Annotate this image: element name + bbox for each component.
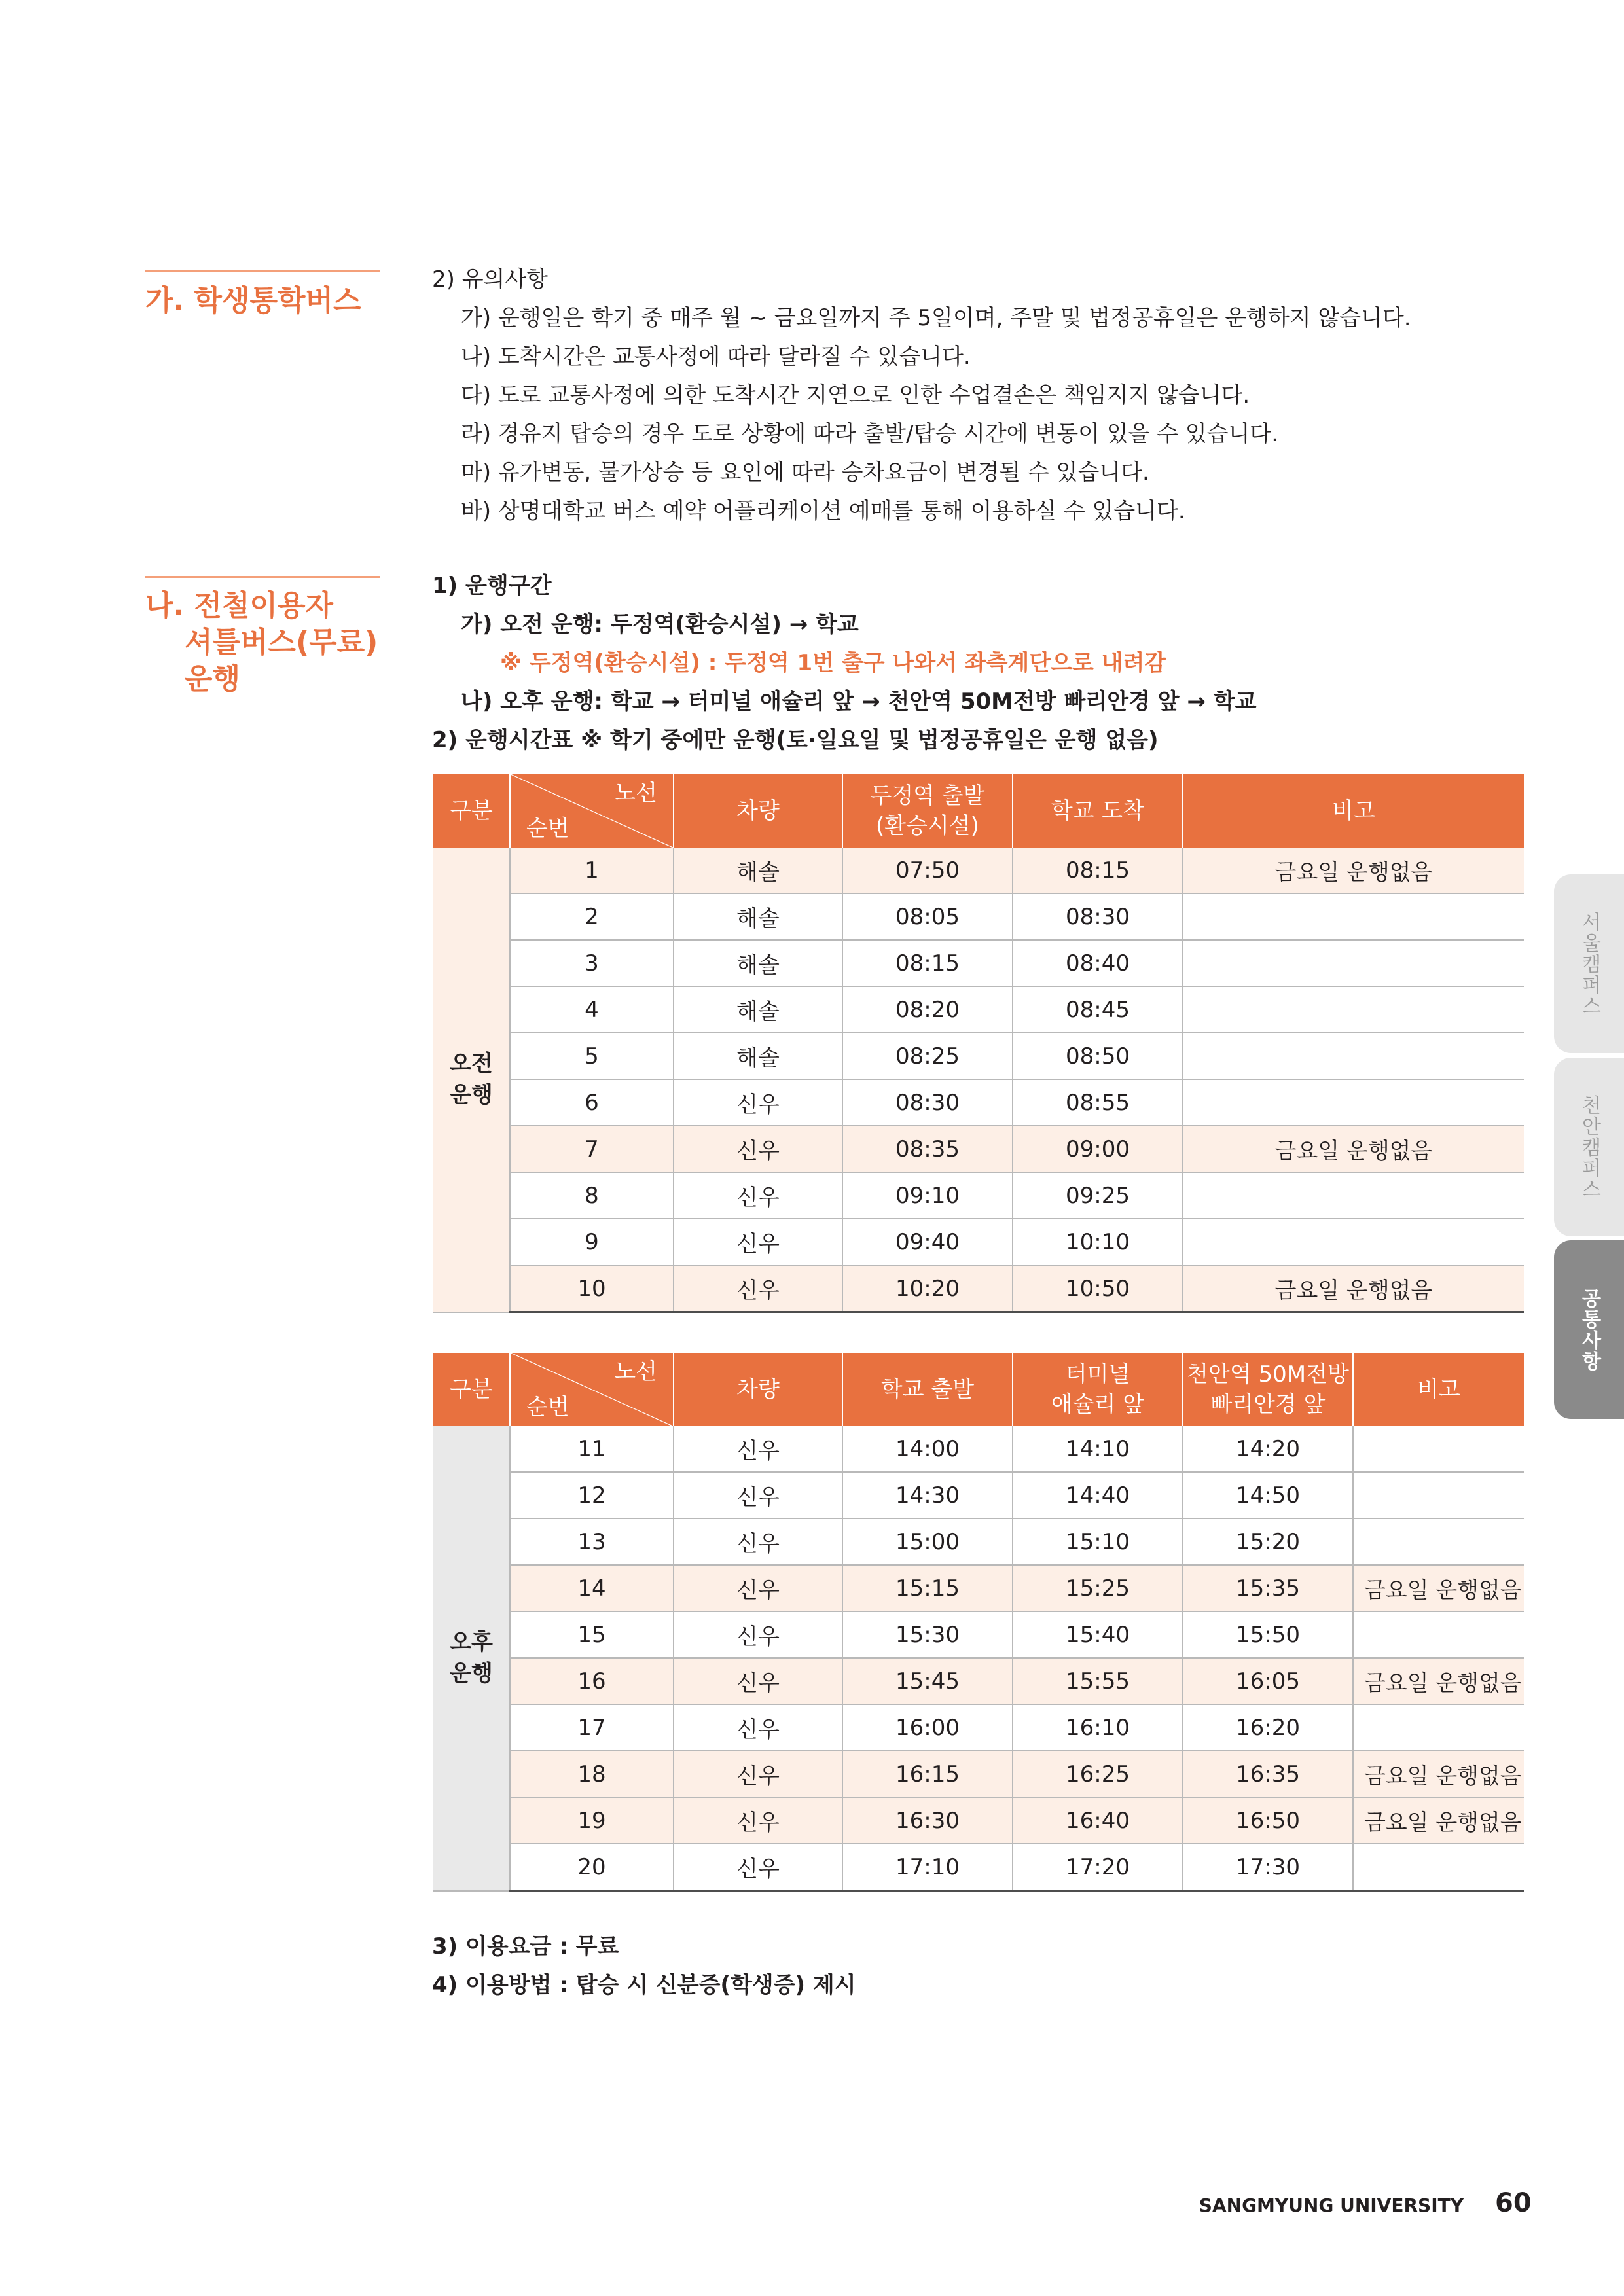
remark-cell: 금요일 운행없음 xyxy=(1353,1565,1524,1611)
vehicle-cell: 해솔 xyxy=(674,1033,842,1079)
order-cell: 7 xyxy=(510,1126,674,1172)
terminal-time-cell: 16:10 xyxy=(1013,1704,1183,1751)
note-item: 라) 경유지 탑승의 경우 도로 상황에 따라 출발/탑승 시간에 변동이 있을 수 있습니다. xyxy=(461,421,1279,447)
header-route: 노선 xyxy=(614,1359,657,1385)
route-pm: 나) 오후 운행: 학교 → 터미널 애슐리 앞 → 천안역 50M전방 빠리안경 앞 → 학교 xyxy=(461,689,1257,715)
remark-cell xyxy=(1183,940,1524,986)
table-row xyxy=(433,1658,1524,1704)
depart-time-cell: 08:35 xyxy=(842,1126,1013,1172)
order-cell: 9 xyxy=(510,1219,674,1265)
terminal-time-cell: 16:25 xyxy=(1013,1751,1183,1797)
remark-cell xyxy=(1183,1219,1524,1265)
remark-cell: 금요일 운행없음 xyxy=(1183,1265,1524,1312)
table-row xyxy=(433,893,1524,940)
order-cell: 19 xyxy=(510,1797,674,1844)
side-tab-common[interactable] xyxy=(1554,1240,1624,1419)
group-label-line: 운행 xyxy=(450,1660,493,1687)
vehicle-cell: 신우 xyxy=(674,1611,842,1658)
header-route-order xyxy=(510,1353,674,1426)
remark-cell xyxy=(1353,1844,1524,1891)
order-cell: 12 xyxy=(510,1472,674,1518)
arrive-time-cell: 10:50 xyxy=(1013,1265,1183,1312)
header-remark: 비고 xyxy=(1183,774,1524,848)
remark-cell: 금요일 운행없음 xyxy=(1353,1751,1524,1797)
order-cell: 4 xyxy=(510,986,674,1033)
remark-cell: 금요일 운행없음 xyxy=(1353,1658,1524,1704)
header-depart xyxy=(842,774,1013,848)
order-cell: 2 xyxy=(510,893,674,940)
depart-time-cell: 14:30 xyxy=(842,1472,1013,1518)
table-row xyxy=(433,1426,1524,1472)
terminal-time-cell: 15:25 xyxy=(1013,1565,1183,1611)
fare-text: 3) 이용요금 : 무료 xyxy=(432,1933,619,1960)
section-na-rule xyxy=(145,576,380,578)
group-label-line: 오전 xyxy=(450,1050,493,1077)
arrive-time-cell: 09:00 xyxy=(1013,1126,1183,1172)
remark-cell xyxy=(1183,1033,1524,1079)
section-na-title-line: 셔틀버스(무료) xyxy=(185,626,378,659)
vehicle-cell: 해솔 xyxy=(674,893,842,940)
vehicle-cell: 신우 xyxy=(674,1079,842,1126)
depart-time-cell: 17:10 xyxy=(842,1844,1013,1891)
vehicle-cell: 신우 xyxy=(674,1126,842,1172)
terminal-time-cell: 15:40 xyxy=(1013,1611,1183,1658)
arrive-time-cell: 08:50 xyxy=(1013,1033,1183,1079)
table-row xyxy=(433,1126,1524,1172)
arrive-time-cell: 08:40 xyxy=(1013,940,1183,986)
side-tab-label: 공통사항 xyxy=(1578,1287,1601,1372)
header-depart-line: (환승시설) xyxy=(876,813,979,839)
header-arrive: 학교 도착 xyxy=(1013,774,1183,848)
notes-heading: 2) 유의사항 xyxy=(432,266,549,293)
header-terminal xyxy=(1013,1353,1183,1426)
header-terminal-line: 애슐리 앞 xyxy=(1051,1391,1145,1418)
header-route: 노선 xyxy=(614,780,657,806)
vehicle-cell: 신우 xyxy=(674,1219,842,1265)
header-order: 순번 xyxy=(526,1394,569,1420)
vehicle-cell: 신우 xyxy=(674,1844,842,1891)
order-cell: 18 xyxy=(510,1751,674,1797)
usage-block xyxy=(432,1928,856,2005)
vehicle-cell: 해솔 xyxy=(674,848,842,893)
section-na-title xyxy=(145,588,378,698)
order-cell: 1 xyxy=(510,848,674,893)
terminal-time-cell: 14:40 xyxy=(1013,1472,1183,1518)
group-label-line: 운행 xyxy=(450,1082,493,1109)
remark-cell xyxy=(1183,1172,1524,1219)
table-row xyxy=(433,1565,1524,1611)
vehicle-cell: 신우 xyxy=(674,1265,842,1312)
table-row xyxy=(433,1033,1524,1079)
header-station-line: 천안역 50M전방 xyxy=(1187,1361,1349,1388)
table-row xyxy=(433,986,1524,1033)
remark-cell xyxy=(1353,1426,1524,1472)
header-school-depart: 학교 출발 xyxy=(842,1353,1013,1426)
header-order: 순번 xyxy=(526,816,569,842)
order-cell: 14 xyxy=(510,1565,674,1611)
group-label-line: 오후 xyxy=(450,1629,493,1656)
header-depart-line: 두정역 출발 xyxy=(870,783,985,809)
depart-time-cell: 10:20 xyxy=(842,1265,1013,1312)
order-cell: 8 xyxy=(510,1172,674,1219)
terminal-time-cell: 15:55 xyxy=(1013,1658,1183,1704)
group-cell xyxy=(433,1426,510,1891)
depart-time-cell: 09:10 xyxy=(842,1172,1013,1219)
header-vehicle: 차량 xyxy=(674,774,842,848)
vehicle-cell: 신우 xyxy=(674,1751,842,1797)
table-row xyxy=(433,1797,1524,1844)
note-item: 바) 상명대학교 버스 예약 어플리케이션 예매를 통해 이용하실 수 있습니다. xyxy=(461,498,1185,524)
pm-timetable xyxy=(433,1353,1524,1892)
order-cell: 17 xyxy=(510,1704,674,1751)
remark-cell xyxy=(1353,1704,1524,1751)
station-time-cell: 15:20 xyxy=(1183,1518,1353,1565)
section-na-title-line: 운행 xyxy=(185,662,241,696)
remark-cell: 금요일 운행없음 xyxy=(1183,1126,1524,1172)
station-time-cell: 15:35 xyxy=(1183,1565,1353,1611)
depart-time-cell: 08:30 xyxy=(842,1079,1013,1126)
arrive-time-cell: 08:55 xyxy=(1013,1079,1183,1126)
station-time-cell: 17:30 xyxy=(1183,1844,1353,1891)
note-item: 다) 도로 교통사정에 의한 도착시간 지연으로 인한 수업결손은 책임지지 않습니다. xyxy=(461,382,1250,408)
header-remark: 비고 xyxy=(1353,1353,1524,1426)
depart-time-cell: 09:40 xyxy=(842,1219,1013,1265)
remark-cell xyxy=(1183,893,1524,940)
vehicle-cell: 신우 xyxy=(674,1565,842,1611)
arrive-time-cell: 08:30 xyxy=(1013,893,1183,940)
vehicle-cell: 신우 xyxy=(674,1797,842,1844)
section-ga-rule xyxy=(145,270,380,272)
terminal-time-cell: 17:20 xyxy=(1013,1844,1183,1891)
side-tab-cheonan[interactable] xyxy=(1554,1058,1624,1236)
table-row xyxy=(433,1172,1524,1219)
route-heading: 1) 운행구간 xyxy=(432,573,552,599)
station-time-cell: 16:20 xyxy=(1183,1704,1353,1751)
depart-time-cell: 14:00 xyxy=(842,1426,1013,1472)
depart-time-cell: 08:25 xyxy=(842,1033,1013,1079)
depart-time-cell: 15:00 xyxy=(842,1518,1013,1565)
route-am-note: ※ 두정역(환승시설) : 두정역 1번 출구 나와서 좌측계단으로 내려감 xyxy=(500,650,1166,676)
remark-cell xyxy=(1353,1611,1524,1658)
order-cell: 5 xyxy=(510,1033,674,1079)
remark-cell: 금요일 운행없음 xyxy=(1353,1797,1524,1844)
side-tab-label: 서울캠퍼스 xyxy=(1578,911,1601,1016)
vehicle-cell: 신우 xyxy=(674,1426,842,1472)
section-na-title-line: 나. 전철이용자 xyxy=(145,589,334,622)
order-cell: 13 xyxy=(510,1518,674,1565)
table-row xyxy=(433,1844,1524,1891)
table-row xyxy=(433,1611,1524,1658)
table-row xyxy=(433,1219,1524,1265)
table-row xyxy=(433,1751,1524,1797)
arrive-time-cell: 08:15 xyxy=(1013,848,1183,893)
side-tab-seoul[interactable] xyxy=(1554,874,1624,1053)
order-cell: 6 xyxy=(510,1079,674,1126)
remark-cell xyxy=(1183,986,1524,1033)
route-block xyxy=(432,567,1256,760)
order-cell: 10 xyxy=(510,1265,674,1312)
terminal-time-cell: 14:10 xyxy=(1013,1426,1183,1472)
order-cell: 16 xyxy=(510,1658,674,1704)
note-item: 마) 유가변동, 물가상승 등 요인에 따라 승차요금이 변경될 수 있습니다. xyxy=(461,459,1149,486)
order-cell: 20 xyxy=(510,1844,674,1891)
page-number: 60 xyxy=(1495,2188,1532,2218)
footer-university: SANGMYUNG UNIVERSITY xyxy=(1199,2195,1464,2216)
remark-cell xyxy=(1353,1518,1524,1565)
header-route-order xyxy=(510,774,674,848)
timetable-heading: 2) 운행시간표 ※ 학기 중에만 운행(토·일요일 및 법정공휴일은 운행 없음) xyxy=(432,727,1159,753)
header-vehicle: 차량 xyxy=(674,1353,842,1426)
note-item: 나) 도착시간은 교통사정에 따라 달라질 수 있습니다. xyxy=(461,344,971,370)
terminal-time-cell: 16:40 xyxy=(1013,1797,1183,1844)
vehicle-cell: 해솔 xyxy=(674,986,842,1033)
method-text: 4) 이용방법 : 탑승 시 신분증(학생증) 제시 xyxy=(432,1972,856,1998)
table-row xyxy=(433,1079,1524,1126)
arrive-time-cell: 08:45 xyxy=(1013,986,1183,1033)
route-am: 가) 오전 운행: 두정역(환승시설) → 학교 xyxy=(461,611,859,637)
side-tab-label: 천안캠퍼스 xyxy=(1578,1094,1601,1200)
station-time-cell: 16:50 xyxy=(1183,1797,1353,1844)
depart-time-cell: 15:45 xyxy=(842,1658,1013,1704)
remark-cell xyxy=(1183,1079,1524,1126)
vehicle-cell: 신우 xyxy=(674,1472,842,1518)
notes-block xyxy=(432,260,1411,531)
am-timetable xyxy=(433,774,1524,1313)
vehicle-cell: 신우 xyxy=(674,1658,842,1704)
header-station-line: 빠리안경 앞 xyxy=(1210,1391,1326,1418)
station-time-cell: 15:50 xyxy=(1183,1611,1353,1658)
remark-cell: 금요일 운행없음 xyxy=(1183,848,1524,893)
order-cell: 15 xyxy=(510,1611,674,1658)
group-cell xyxy=(433,848,510,1312)
header-station xyxy=(1183,1353,1353,1426)
order-cell: 11 xyxy=(510,1426,674,1472)
note-item: 가) 운행일은 학기 중 매주 월 ~ 금요일까지 주 5일이며, 주말 및 법정공휴일은 운행하지 않습니다. xyxy=(461,305,1411,331)
depart-time-cell: 08:15 xyxy=(842,940,1013,986)
vehicle-cell: 신우 xyxy=(674,1518,842,1565)
depart-time-cell: 16:00 xyxy=(842,1704,1013,1751)
section-ga-title: 가. 학생통학버스 xyxy=(145,284,361,317)
station-time-cell: 16:35 xyxy=(1183,1751,1353,1797)
table-row xyxy=(433,1518,1524,1565)
header-category: 구분 xyxy=(433,774,510,848)
table-row xyxy=(433,1265,1524,1312)
table-row xyxy=(433,1704,1524,1751)
station-time-cell: 16:05 xyxy=(1183,1658,1353,1704)
table-row xyxy=(433,848,1524,893)
table-row xyxy=(433,1472,1524,1518)
vehicle-cell: 신우 xyxy=(674,1704,842,1751)
vehicle-cell: 해솔 xyxy=(674,940,842,986)
depart-time-cell: 07:50 xyxy=(842,848,1013,893)
header-terminal-line: 터미널 xyxy=(1065,1361,1130,1388)
terminal-time-cell: 15:10 xyxy=(1013,1518,1183,1565)
depart-time-cell: 15:30 xyxy=(842,1611,1013,1658)
order-cell: 3 xyxy=(510,940,674,986)
arrive-time-cell: 09:25 xyxy=(1013,1172,1183,1219)
depart-time-cell: 15:15 xyxy=(842,1565,1013,1611)
depart-time-cell: 16:30 xyxy=(842,1797,1013,1844)
table-row xyxy=(433,940,1524,986)
arrive-time-cell: 10:10 xyxy=(1013,1219,1183,1265)
station-time-cell: 14:20 xyxy=(1183,1426,1353,1472)
station-time-cell: 14:50 xyxy=(1183,1472,1353,1518)
vehicle-cell: 신우 xyxy=(674,1172,842,1219)
depart-time-cell: 16:15 xyxy=(842,1751,1013,1797)
remark-cell xyxy=(1353,1472,1524,1518)
header-category: 구분 xyxy=(433,1353,510,1426)
depart-time-cell: 08:20 xyxy=(842,986,1013,1033)
depart-time-cell: 08:05 xyxy=(842,893,1013,940)
